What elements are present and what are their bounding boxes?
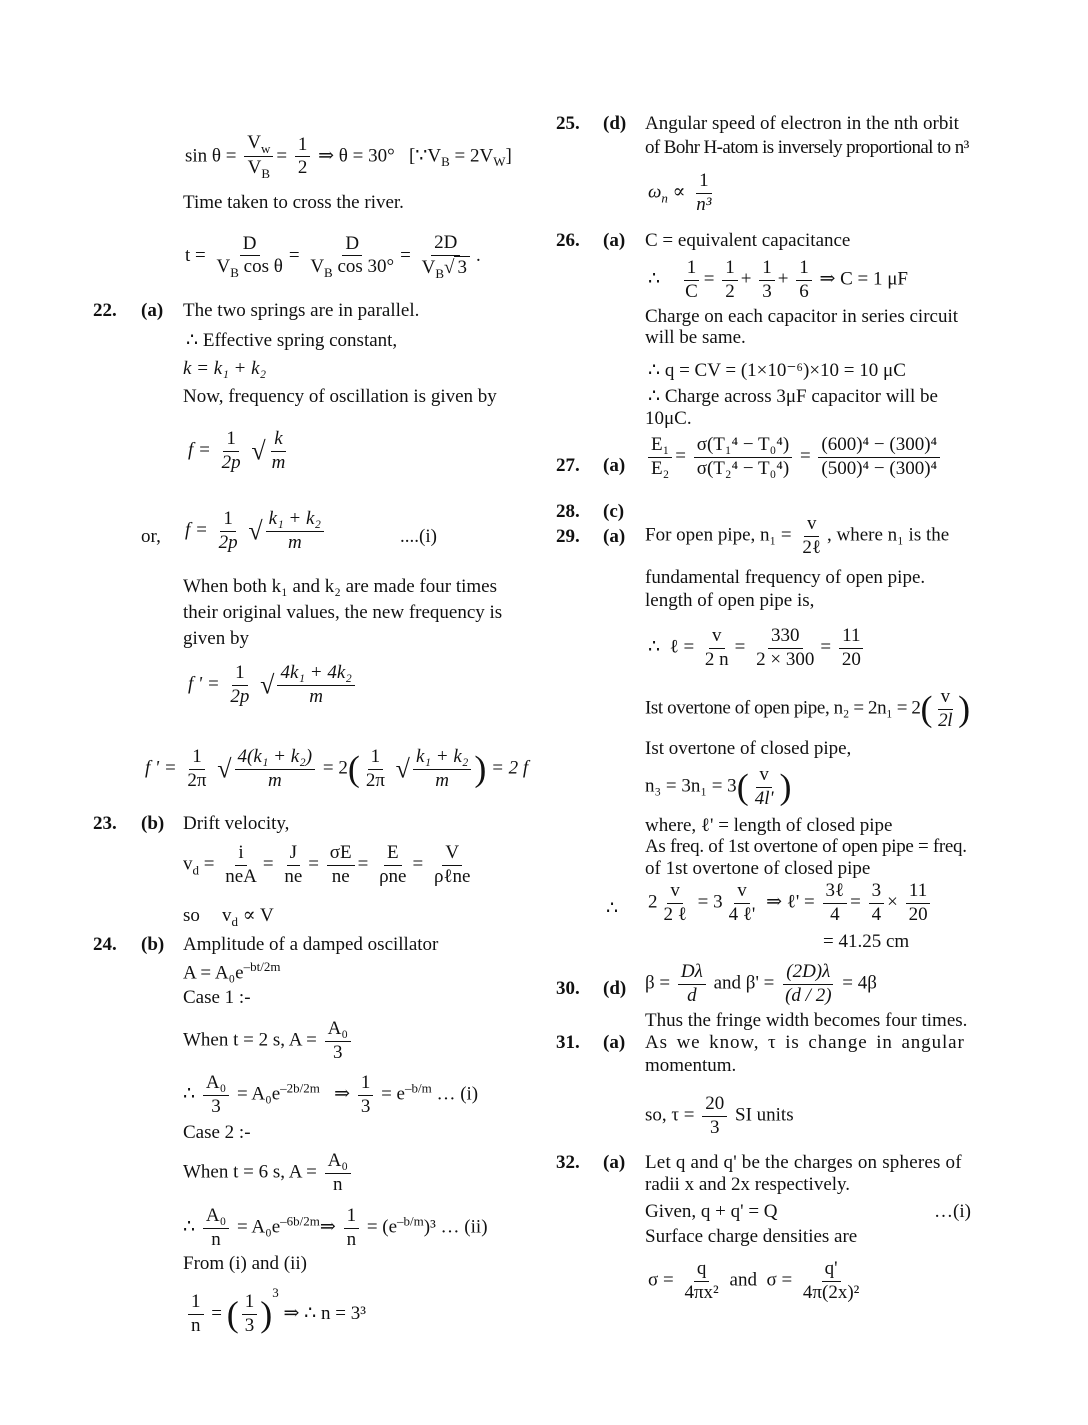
- time-text: Time taken to cross the river.: [183, 192, 404, 213]
- question-number-24: 24.: [93, 934, 117, 955]
- answer-label-29: (a): [603, 526, 626, 547]
- q29-overtone-closed: Ist overtone of closed pipe,: [645, 738, 852, 759]
- q22-line7: given by: [183, 628, 249, 649]
- q29-line2: fundamental frequency of open pipe.: [645, 567, 926, 588]
- q31-line2: momentum.: [645, 1055, 737, 1076]
- q26-line4: ∴ q = CV = (1×10⁻⁶)×10 = 10 μC: [648, 360, 906, 381]
- q30-eq: β = $\frac{D\lambda}{d}$ and β' = $\frac{(2D)\lambda}{(d / 2)}$ = 4β: [645, 961, 877, 1006]
- q32-line3: Given, q + q' = Q: [645, 1201, 778, 1222]
- q22-eq1: f = $\frac{1}{2p}$ √ $\frac{k}{m}$: [188, 428, 286, 473]
- q23-line1: Drift velocity,: [183, 813, 290, 834]
- q22-line1: The two springs are in parallel.: [183, 300, 420, 321]
- q27-eq: $\frac{\text{E₁}}{\text{E₂}}$ = $\frac{\text{σ(T₁⁴ − T₀⁴)}}{\text{σ(T₂⁴ − T₀⁴)}}$ = $\frac{\text{(600)⁴ − (300)⁴}}{\text{(500)⁴ − (300)⁴}}$: [645, 434, 943, 481]
- q24-from: From (i) and (ii): [183, 1253, 308, 1274]
- q29-eq1: ∴ ℓ = $\frac{v}{2 n}$ = $\frac{330}{2 \times 300}$ = $\frac{11}{20}$: [648, 625, 867, 672]
- q22-line2: ∴ Effective spring constant,: [186, 330, 398, 351]
- q29-eq2: 2 v 2 ℓ = 3 v 4 ℓ' ⇒ ℓ' = 3ℓ 4 = $\frac{3}{4}$ × $\frac{11}{20}$: [648, 880, 934, 927]
- q22-eq3: f ' = $\frac{1}{2p}$ √ $\frac{\text{4k₁ + 4k₂}}{m}$: [188, 662, 358, 709]
- q32-line1: Let q and q' be the charges on spheres of: [645, 1152, 962, 1173]
- sin-theta-equation: sin θ = $\frac{V_w}{V_B}$ = $\frac{1}{2}$ ⇒ θ = 30° $[\because V_B = 2V_W]$: [185, 132, 512, 182]
- answer-label-26: (a): [603, 230, 626, 251]
- q24-when2: When t = 6 s, A = $\frac{\text{A₀}}{n}$: [183, 1150, 354, 1197]
- q24-final-eq: $\frac{1}{n}$ = ( $\frac{1}{3}$ )$^3$ ⇒ ∴ n = 3³: [185, 1286, 366, 1338]
- q32-line2: radii x and 2x respectively.: [645, 1174, 851, 1195]
- q25-eq: $\omega_n$ ∝ $\frac{1}{\text{n³}}$: [648, 170, 712, 215]
- answer-label-27: (a): [603, 455, 626, 476]
- q22-eq2-tag: ....(i): [400, 526, 437, 547]
- q31-line1: As we know, τ is change in angular: [645, 1032, 965, 1053]
- question-number-31: 31.: [556, 1032, 580, 1053]
- question-number-22: 22.: [93, 300, 117, 321]
- q24-line2: $A = A_0e^{-bt/2m}$: [183, 959, 281, 984]
- q25-line1: Angular speed of electron in the nth orbit: [645, 113, 959, 134]
- q24-when1: When t = 2 s, A = $\frac{\text{A₀}}{3}$: [183, 1018, 354, 1065]
- answer-label-32: (a): [603, 1152, 626, 1173]
- q29-overtone-open: Ist overtone of open pipe, n₂ = 2n₁ = 2( $\frac{v}{2l}$ ): [645, 686, 970, 731]
- q26-line1: C = equivalent capacitance: [645, 230, 851, 251]
- q24-case2-eq: ∴ $\frac{\text{A₀}}{n}$ = $A_0e^{-6b/2m}\Rightarrow$ $\frac{1}{n}$ = $(e^{-b/m})^3$ … (ii): [183, 1205, 488, 1250]
- question-number-29: 29.: [556, 526, 580, 547]
- q32-eq: σ = $\frac{q}{\text{4πx²}}$ and σ = $\frac{q'}{\text{4π(2x)²}}$: [648, 1258, 860, 1303]
- q24-case2: Case 2 :-: [183, 1122, 251, 1143]
- q29-line3: length of open pipe is,: [645, 590, 815, 611]
- question-number-32: 32.: [556, 1152, 580, 1173]
- q26-line3: will be same.: [645, 327, 746, 348]
- q31-eq: so, τ = $\frac{20}{3}$ SI units: [645, 1093, 794, 1138]
- q24-case1-eq: ∴ $\frac{\text{A₀}}{3}$ = $A_0e^{-2b/2m}$ ⇒ $\frac{1}{3}$ = $e^{-b/m}$ … (i): [183, 1072, 479, 1117]
- q26-eq: ∴ $\frac{1}{C}$ = $\frac{1}{2}$ + $\frac{1}{3}$ + $\frac{1}{6}$ ⇒ C = 1 μF: [648, 257, 908, 302]
- q29-line1: For open pipe, n₁ = v 2ℓ , where n₁ is the: [645, 513, 950, 558]
- time-equation: t = $\frac{D}{V_B \cos \theta}$ = $\frac{D}{V_B \cos 30^\circ}$ = $\frac{2D}{V_B√ 3}$ .: [185, 232, 481, 281]
- q26-line2: Charge on each capacitor in series circuit: [645, 306, 959, 327]
- question-number-30: 30.: [556, 978, 580, 999]
- q29-therefore: ∴: [606, 898, 619, 919]
- answer-label-31: (a): [603, 1032, 626, 1053]
- question-number-26: 26.: [556, 230, 580, 251]
- q22-eq4: f ' = $\frac{1}{2\pi}$ √ $\frac{\text{4(k₁ + k₂)}}{m}$ = 2( $\frac{1}{2\pi}$ √ $\frac{\text{k₁ + k₂}}{m}$ ) = 2 f: [145, 746, 529, 791]
- q29-overtone-closed-eq: n₃ = 3n₁ = 3( $\frac{v}{4l'}$ ): [645, 764, 792, 809]
- answer-label-28: (c): [603, 501, 625, 522]
- q23-eq: $v_d$ = i neA = $\frac{J}{ne}$ = $\frac{\sigma E}{ne}$ = E ρne = V ρℓne: [183, 842, 471, 887]
- q22-eq2: f = $\frac{1}{2p}$ √ $\frac{\text{k₁ + k₂}}{m}$: [185, 508, 327, 555]
- q29-where: where, ℓ' = length of closed pipe: [645, 815, 893, 836]
- answer-label-24: (b): [141, 934, 165, 955]
- q26-line6: 10μC.: [645, 408, 692, 429]
- question-number-25: 25.: [556, 113, 580, 134]
- q23-so: so: [183, 905, 200, 926]
- q22-line6: their original values, the new frequency is: [183, 602, 503, 623]
- answer-label-30: (d): [603, 978, 627, 999]
- question-number-28: 28.: [556, 501, 580, 522]
- q25-line2: of Bohr H-atom is inversely proportional to n³: [645, 137, 969, 158]
- q29-as1: As freq. of 1st overtone of open pipe = freq.: [645, 836, 967, 857]
- q23-so-eq: $v_d \propto V$: [222, 905, 274, 929]
- q22-line5: When both k₁ and k₂ are made four times: [183, 576, 497, 597]
- q32-line4: Surface charge densities are: [645, 1226, 858, 1247]
- answer-label-23: (b): [141, 813, 165, 834]
- q22-or: or,: [141, 526, 161, 547]
- q30-line: Thus the fringe width becomes four times.: [645, 1010, 968, 1031]
- q26-line5: ∴ Charge across 3μF capacitor will be: [648, 386, 938, 407]
- q24-case1: Case 1 :-: [183, 987, 251, 1008]
- answer-label-25: (d): [603, 113, 627, 134]
- q32-tag: …(i): [934, 1201, 971, 1222]
- question-number-23: 23.: [93, 813, 117, 834]
- question-number-27: 27.: [556, 455, 580, 476]
- q22-line3: k = k₁ + k₂: [183, 358, 267, 379]
- q24-line1: Amplitude of a damped oscillator: [183, 934, 439, 955]
- q22-line4: Now, frequency of oscillation is given by: [183, 386, 497, 407]
- q29-result: = 41.25 cm: [823, 931, 910, 952]
- q29-as2: of 1st overtone of closed pipe: [645, 858, 871, 879]
- answer-label-22: (a): [141, 300, 164, 321]
